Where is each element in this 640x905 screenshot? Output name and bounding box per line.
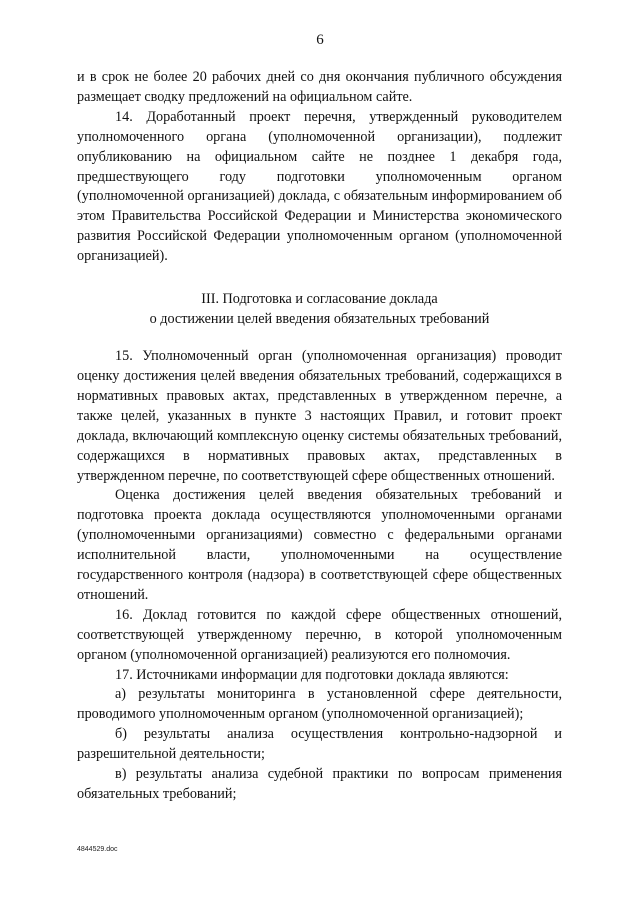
section-heading-line-2: о достижении целей введения обязательных требований [149, 311, 490, 328]
document-file-code: 4844529.doc [77, 846, 118, 853]
paragraph-item-15: 15. Уполномоченный орган (уполномоченная организация) проводит оценку достижения целей введения обязательных требований, содержащихся в нормативных правовых актах, представленных в утвержденном перечне, а также целей, указанных в пункте 3 настоящих Правил, и готовит проект доклада, включающий комплексную оценку системы обязательных требований, содержащихся в нормативных правовых актах, представленных в утвержденном перечне, по соответствующей сфере общественных отношений. [77, 348, 562, 484]
list-item-v: в) результаты анализа судебной практики по вопросам применения обязательных требований; [77, 766, 562, 802]
paragraph-item-16: 16. Доклад готовится по каждой сфере общественных отношений, соответствующей утвержденному перечню, в которой уполномоченным органом (уполномоченной организацией) реализуются его полномочия. [77, 606, 562, 663]
list-item-a: а) результаты мониторинга в установленной сфере деятельности, проводимого уполномоченным органом (уполномоченной организацией); [77, 686, 562, 723]
paragraph-item-14: 14. Доработанный проект перечня, утвержденный руководителем уполномоченного органа (уполномоченной организации), подлежит опубликованию на официальном сайте не позднее 1 декабря года, предшествующего году подготовки уполномоченным органом (уполномоченной организацией) доклада, с обязательным информированием об этом Правительства Российской Федерации и Министерства экономического развития Российской Федерации уполномоченным органом (уполномоченной организацией). [77, 108, 562, 265]
paragraph-assessment: Оценка достижения целей введения обязательных требований и подготовка проекта доклада осуществляются уполномоченными органами (уполномоченными организациями) совместно с федеральными органами исполнительной власти, уполномоченными на осуществление государственного контроля (надзора) в соответствующей сфере общественных отношений. [77, 487, 562, 603]
section-heading-line-1: III. Подготовка и согласование доклада [201, 291, 438, 308]
document-body [77, 68, 562, 805]
list-item-b: б) результаты анализа осуществления контрольно-надзорной и разрешительной деятельности; [77, 726, 562, 763]
paragraph-continuation: и в срок не более 20 рабочих дней со дня окончания публичного обсуждения размещает сводку предложений на официальном сайте. [77, 69, 562, 105]
page-number: 6 [316, 32, 324, 48]
section-heading [77, 289, 562, 329]
paragraph-item-17: 17. Источниками информации для подготовки доклада являются: [115, 666, 509, 683]
